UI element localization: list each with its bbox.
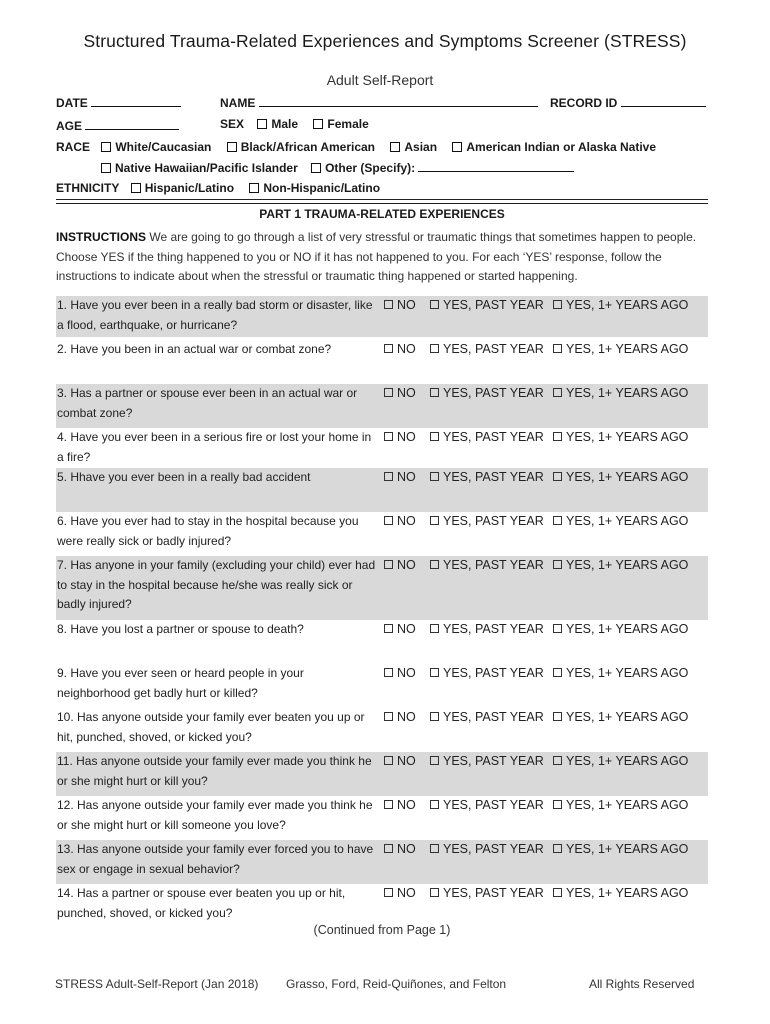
question-text: 5. Hhave you ever been in a really bad accident: [57, 470, 311, 484]
option-label: YES, PAST YEAR: [443, 622, 544, 636]
option-label: YES, 1+ YEARS AGO: [566, 514, 689, 528]
checkbox-icon[interactable]: [384, 516, 393, 525]
checkbox-icon[interactable]: [384, 800, 393, 809]
option-label: NO: [397, 666, 416, 680]
checkbox-icon[interactable]: [384, 756, 393, 765]
checkbox-icon[interactable]: [553, 888, 562, 897]
checkbox-icon[interactable]: [553, 344, 562, 353]
instructions: [56, 228, 708, 287]
question-text: 9. Have you ever seen or heard people in your neighborhood get badly hurt or killed?: [57, 666, 304, 700]
option-label: YES, PAST YEAR: [443, 558, 544, 572]
option-no[interactable]: [384, 796, 416, 816]
option-yes-past-year[interactable]: [430, 840, 544, 860]
race-white-label: White/Caucasian: [115, 140, 212, 154]
option-label: NO: [397, 470, 416, 484]
option-no[interactable]: [384, 708, 416, 728]
option-yes-1plus-years-ago[interactable]: [553, 796, 688, 816]
option-label: YES, 1+ YEARS AGO: [566, 430, 689, 444]
checkbox-icon[interactable]: [430, 844, 439, 853]
sex-female-checkbox[interactable]: [313, 119, 323, 129]
checkbox-icon[interactable]: [430, 472, 439, 481]
header-row-age: [56, 117, 179, 133]
checkbox-icon[interactable]: [430, 756, 439, 765]
checkbox-icon[interactable]: [384, 888, 393, 897]
question-text: 2. Have you been in an actual war or combat zone?: [57, 342, 332, 356]
name-field[interactable]: [259, 94, 538, 107]
option-yes-1plus-years-ago[interactable]: [553, 752, 688, 772]
checkbox-icon[interactable]: [384, 712, 393, 721]
option-label: YES, PAST YEAR: [443, 342, 544, 356]
age-field[interactable]: [85, 117, 179, 130]
record-id-label: RECORD ID: [550, 96, 618, 110]
question-text: 10. Has anyone outside your family ever beaten you up or hit, punched, shoved, or kicked you?: [57, 710, 365, 744]
ethnicity-non-hispanic-label: Non-Hispanic/Latino: [263, 181, 381, 195]
option-yes-1plus-years-ago[interactable]: [553, 840, 688, 860]
option-label: YES, 1+ YEARS AGO: [566, 666, 689, 680]
option-yes-1plus-years-ago[interactable]: [553, 468, 688, 488]
race-american-indian-label: American Indian or Alaska Native: [466, 140, 657, 154]
section-divider: [56, 199, 708, 200]
option-yes-past-year[interactable]: [430, 708, 544, 728]
question-row: [56, 708, 708, 752]
checkbox-icon[interactable]: [430, 668, 439, 677]
checkbox-icon[interactable]: [553, 560, 562, 569]
ethnicity-hispanic-label: Hispanic/Latino: [144, 181, 235, 195]
ethnicity-label: ETHNICITY: [56, 181, 120, 195]
option-yes-1plus-years-ago[interactable]: [553, 512, 688, 532]
option-yes-past-year[interactable]: [430, 664, 544, 684]
option-label: YES, PAST YEAR: [443, 886, 544, 900]
question-text: 3. Has a partner or spouse ever been in an actual war or combat zone?: [57, 386, 358, 420]
option-label: NO: [397, 558, 416, 572]
option-no[interactable]: [384, 664, 416, 684]
option-label: YES, PAST YEAR: [443, 710, 544, 724]
option-yes-past-year[interactable]: [430, 384, 544, 404]
checkbox-icon[interactable]: [553, 756, 562, 765]
checkbox-icon[interactable]: [384, 844, 393, 853]
question-text: 1. Have you ever been in a really bad storm or disaster, like a flood, earthquake, or hurricane?: [57, 298, 373, 332]
option-no[interactable]: [384, 840, 416, 860]
footer-center: Grasso, Ford, Reid-Quiñones, and Felton: [286, 977, 507, 991]
option-no[interactable]: [384, 556, 416, 576]
option-label: YES, 1+ YEARS AGO: [566, 754, 689, 768]
checkbox-icon[interactable]: [553, 712, 562, 721]
option-label: YES, 1+ YEARS AGO: [566, 622, 689, 636]
option-label: NO: [397, 622, 416, 636]
option-label: YES, 1+ YEARS AGO: [566, 798, 689, 812]
checkbox-icon[interactable]: [430, 388, 439, 397]
option-no[interactable]: [384, 884, 416, 904]
option-yes-1plus-years-ago[interactable]: [553, 884, 688, 904]
option-yes-past-year[interactable]: [430, 556, 544, 576]
question-row: [56, 512, 708, 556]
form-title: Structured Trauma-Related Experiences and Symptoms Screener (STRESS): [83, 31, 687, 51]
footer-right: All Rights Reserved: [589, 977, 695, 991]
question-row: [56, 384, 708, 428]
option-yes-past-year[interactable]: [430, 512, 544, 532]
option-label: YES, 1+ YEARS AGO: [566, 710, 689, 724]
checkbox-icon[interactable]: [430, 344, 439, 353]
continued-note: (Continued from Page 1): [313, 923, 451, 937]
checkbox-icon[interactable]: [553, 388, 562, 397]
question-text: 7. Has anyone in your family (excluding your child) ever had to stay in the hospital because he/she was really sick or badly injured?: [57, 558, 376, 611]
question-row: [56, 664, 708, 708]
question-text: 8. Have you lost a partner or spouse to death?: [57, 622, 304, 636]
checkbox-icon[interactable]: [553, 668, 562, 677]
option-no[interactable]: [384, 468, 416, 488]
question-row: [56, 428, 708, 468]
race-black-checkbox[interactable]: [227, 142, 237, 152]
option-label: NO: [397, 342, 416, 356]
option-label: YES, PAST YEAR: [443, 470, 544, 484]
ethnicity-non-hispanic-checkbox[interactable]: [249, 183, 259, 193]
date-label: DATE: [56, 96, 88, 110]
section-divider-thin: [56, 203, 708, 204]
checkbox-icon[interactable]: [430, 888, 439, 897]
option-no[interactable]: [384, 512, 416, 532]
option-yes-past-year[interactable]: [430, 620, 544, 640]
question-row: [56, 468, 708, 512]
question-row: [56, 340, 708, 384]
option-yes-past-year[interactable]: [430, 428, 544, 448]
checkbox-icon[interactable]: [384, 300, 393, 309]
date-field[interactable]: [91, 94, 181, 107]
option-no[interactable]: [384, 384, 416, 404]
checkbox-icon[interactable]: [384, 472, 393, 481]
question-row: [56, 884, 708, 924]
question-row: [56, 840, 708, 884]
checkbox-icon[interactable]: [553, 472, 562, 481]
option-yes-1plus-years-ago[interactable]: [553, 664, 688, 684]
option-yes-past-year[interactable]: [430, 340, 544, 360]
sex-label: SEX: [220, 117, 245, 131]
option-no[interactable]: [384, 340, 416, 360]
record-id-field[interactable]: [621, 94, 706, 107]
option-label: YES, 1+ YEARS AGO: [566, 298, 689, 312]
header-row-sex: [220, 117, 369, 131]
checkbox-icon[interactable]: [430, 800, 439, 809]
header-row-name: [220, 94, 538, 110]
option-label: YES, 1+ YEARS AGO: [566, 886, 689, 900]
race-other-checkbox[interactable]: [311, 163, 321, 173]
race-asian-checkbox[interactable]: [390, 142, 400, 152]
sex-female-label: Female: [327, 117, 369, 131]
part1-title: PART 1 TRAUMA-RELATED EXPERIENCES: [259, 207, 505, 221]
option-label: YES, PAST YEAR: [443, 298, 544, 312]
option-label: YES, PAST YEAR: [443, 430, 544, 444]
checkbox-icon[interactable]: [553, 800, 562, 809]
option-yes-past-year[interactable]: [430, 752, 544, 772]
question-text: 6. Have you ever had to stay in the hospital because you were really sick or badly injured?: [57, 514, 359, 548]
name-label: NAME: [220, 96, 256, 110]
checkbox-icon[interactable]: [384, 560, 393, 569]
option-yes-past-year[interactable]: [430, 884, 544, 904]
checkbox-icon[interactable]: [553, 516, 562, 525]
option-no[interactable]: [384, 428, 416, 448]
option-label: NO: [397, 514, 416, 528]
option-label: NO: [397, 430, 416, 444]
question-row: [56, 752, 708, 796]
question-text: 11. Has anyone outside your family ever made you think he or she might hurt or kill you?: [57, 754, 372, 788]
checkbox-icon[interactable]: [384, 388, 393, 397]
option-label: YES, 1+ YEARS AGO: [566, 842, 689, 856]
question-row: [56, 556, 708, 620]
checkbox-icon[interactable]: [553, 432, 562, 441]
header-row-race-2: [101, 159, 574, 175]
question-row: [56, 296, 708, 337]
option-yes-past-year[interactable]: [430, 796, 544, 816]
checkbox-icon[interactable]: [430, 432, 439, 441]
checkbox-icon[interactable]: [430, 516, 439, 525]
option-label: YES, PAST YEAR: [443, 514, 544, 528]
header-row-ethnicity: [56, 181, 380, 195]
option-no[interactable]: [384, 296, 416, 316]
option-label: NO: [397, 710, 416, 724]
ethnicity-hispanic-checkbox[interactable]: [131, 183, 141, 193]
instructions-label: INSTRUCTIONS: [56, 230, 146, 244]
checkbox-icon[interactable]: [384, 624, 393, 633]
checkbox-icon[interactable]: [553, 300, 562, 309]
header-row-date: [56, 94, 181, 110]
option-yes-past-year[interactable]: [430, 296, 544, 316]
option-label: YES, 1+ YEARS AGO: [566, 386, 689, 400]
option-label: YES, PAST YEAR: [443, 666, 544, 680]
option-yes-1plus-years-ago[interactable]: [553, 620, 688, 640]
race-american-indian-checkbox[interactable]: [452, 142, 462, 152]
option-yes-1plus-years-ago[interactable]: [553, 708, 688, 728]
option-label: NO: [397, 298, 416, 312]
option-label: YES, PAST YEAR: [443, 798, 544, 812]
race-asian-label: Asian: [404, 140, 438, 154]
form-subtitle: Adult Self-Report: [326, 72, 434, 88]
question-row: [56, 796, 708, 840]
checkbox-icon[interactable]: [430, 712, 439, 721]
option-label: YES, PAST YEAR: [443, 754, 544, 768]
checkbox-icon[interactable]: [553, 624, 562, 633]
race-white-checkbox[interactable]: [101, 142, 111, 152]
race-other-field[interactable]: [418, 159, 574, 172]
option-label: YES, PAST YEAR: [443, 386, 544, 400]
race-pacific-islander-label: Native Hawaiian/Pacific Islander: [115, 161, 298, 175]
question-row: [56, 620, 708, 664]
instructions-text: We are going to go through a list of very stressful or traumatic things that sometimes happen to people. Choose YES if the thing happened to you or NO if it has not happened to you. For each ‘YES’ response, follow the instructions to indicate about when the stressful or traumatic thing happened or started happening.: [56, 230, 697, 283]
option-label: NO: [397, 798, 416, 812]
option-yes-1plus-years-ago[interactable]: [553, 340, 688, 360]
question-text: 4. Have you ever been in a serious fire or lost your home in a fire?: [57, 430, 372, 464]
question-text: 13. Has anyone outside your family ever forced you to have sex or engage in sexual behavior?: [57, 842, 374, 876]
header-row-race: [56, 140, 656, 154]
checkbox-icon[interactable]: [384, 344, 393, 353]
checkbox-icon[interactable]: [430, 624, 439, 633]
option-yes-1plus-years-ago[interactable]: [553, 556, 688, 576]
checkbox-icon[interactable]: [384, 668, 393, 677]
checkbox-icon[interactable]: [384, 432, 393, 441]
option-label: YES, PAST YEAR: [443, 842, 544, 856]
checkbox-icon[interactable]: [430, 560, 439, 569]
option-label: NO: [397, 842, 416, 856]
option-yes-past-year[interactable]: [430, 468, 544, 488]
option-no[interactable]: [384, 620, 416, 640]
footer-left: STRESS Adult-Self-Report (Jan 2018): [55, 977, 259, 991]
checkbox-icon[interactable]: [430, 300, 439, 309]
header-row-record: [550, 94, 706, 110]
sex-male-checkbox[interactable]: [257, 119, 267, 129]
option-label: NO: [397, 754, 416, 768]
checkbox-icon[interactable]: [553, 844, 562, 853]
option-label: YES, 1+ YEARS AGO: [566, 342, 689, 356]
race-black-label: Black/African American: [240, 140, 376, 154]
option-yes-1plus-years-ago[interactable]: [553, 428, 688, 448]
option-yes-1plus-years-ago[interactable]: [553, 296, 688, 316]
question-text: 12. Has anyone outside your family ever made you think he or she might hurt or kill someone you love?: [57, 798, 373, 832]
option-label: YES, 1+ YEARS AGO: [566, 558, 689, 572]
race-label: RACE: [56, 140, 91, 154]
question-text: 14. Has a partner or spouse ever beaten you up or hit, punched, shoved, or kicked you?: [57, 886, 346, 920]
race-other-label: Other (Specify):: [325, 161, 416, 175]
option-no[interactable]: [384, 752, 416, 772]
option-label: YES, 1+ YEARS AGO: [566, 470, 689, 484]
option-yes-1plus-years-ago[interactable]: [553, 384, 688, 404]
race-pacific-islander-checkbox[interactable]: [101, 163, 111, 173]
option-label: NO: [397, 386, 416, 400]
age-label: AGE: [56, 119, 83, 133]
option-label: NO: [397, 886, 416, 900]
sex-male-label: Male: [271, 117, 299, 131]
